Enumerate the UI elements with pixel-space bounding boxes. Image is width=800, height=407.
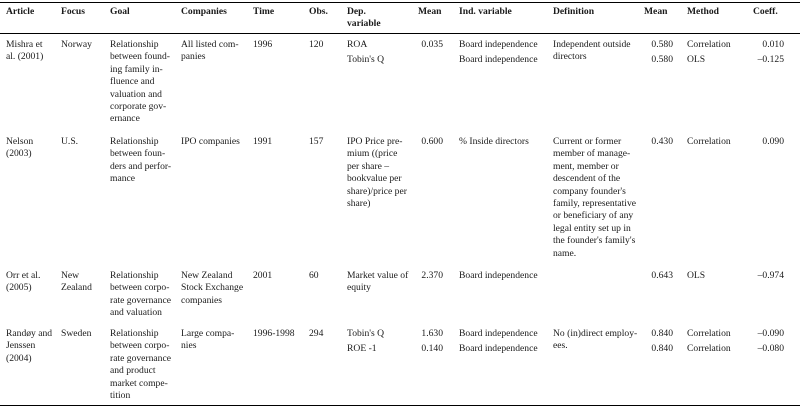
row-1-companies: panies bbox=[181, 51, 206, 63]
header-dep-variable-line-1: Dep. bbox=[347, 6, 366, 17]
header-definition: Definition bbox=[553, 6, 595, 17]
row-1-method-1: Correlation bbox=[687, 39, 731, 50]
row-4-goal: Relationship bbox=[110, 328, 159, 339]
row-2-goal: between foun- bbox=[110, 148, 166, 160]
row-3-mean2-1: 0.643 bbox=[651, 270, 673, 281]
header-ind-variable: Ind. variable bbox=[459, 6, 512, 17]
row-2-time: 1991 bbox=[253, 136, 273, 147]
row-1-coeff-2: –0.125 bbox=[757, 53, 784, 65]
row-3-goal: and valuation bbox=[110, 307, 162, 319]
row-4-article: Jenssen bbox=[6, 340, 36, 352]
row-2-definition: Current or former bbox=[553, 136, 622, 147]
row-2-definition: legal entity set up in bbox=[553, 222, 631, 234]
row-3-companies: New Zealand bbox=[181, 270, 233, 281]
row-2-ind-1: % Inside directors bbox=[459, 136, 529, 147]
row-4-companies: Large compa- bbox=[181, 328, 235, 339]
row-3-focus: Zealand bbox=[61, 282, 92, 294]
row-2-mean2-1: 0.430 bbox=[651, 136, 673, 147]
header-mean-independent: Mean bbox=[644, 6, 668, 17]
row-3-goal: rate governance bbox=[110, 294, 171, 306]
row-2-goal: ders and perfor- bbox=[110, 160, 172, 172]
row-2-mean1-1: 0.600 bbox=[421, 136, 443, 147]
table-top-rule bbox=[0, 2, 800, 3]
row-2-dep-1: IPO Price pre- bbox=[347, 136, 403, 147]
row-3-article: Orr et al. bbox=[6, 270, 41, 281]
row-4-obs: 294 bbox=[309, 328, 324, 339]
row-1-dep-2: Tobin's Q bbox=[347, 53, 385, 65]
row-1-definition: directors bbox=[553, 51, 587, 63]
row-1-mean1-1: 0.035 bbox=[421, 39, 443, 50]
row-4-mean1-1: 1.630 bbox=[421, 328, 443, 339]
header-coeff: Coeff. bbox=[753, 6, 778, 17]
row-1-goal: fluence and bbox=[110, 76, 155, 88]
row-1-ind-2: Board independence bbox=[459, 53, 538, 65]
row-3-companies: Stock Exchange bbox=[181, 282, 244, 294]
header-mean-dependent: Mean bbox=[418, 6, 442, 17]
row-4-focus: Sweden bbox=[61, 328, 92, 339]
header-focus: Focus bbox=[61, 6, 85, 17]
row-1-obs: 120 bbox=[309, 39, 324, 50]
row-2-coeff-1: 0.090 bbox=[762, 136, 784, 147]
row-1-goal: valuation and bbox=[110, 88, 162, 100]
row-4-coeff-1: –0.090 bbox=[757, 328, 784, 339]
row-1-goal: ing family in- bbox=[110, 63, 163, 75]
row-1-coeff-1: 0.010 bbox=[762, 39, 784, 50]
row-4-goal: market compe- bbox=[110, 377, 168, 389]
row-3-coeff-1: –0.974 bbox=[757, 270, 784, 281]
row-1-dep-1: ROA bbox=[347, 39, 368, 50]
header-obs: Obs. bbox=[309, 6, 328, 17]
row-4-mean1-2: 0.140 bbox=[421, 342, 443, 354]
row-4-goal: between corpo- bbox=[110, 340, 170, 352]
row-1-time: 1996 bbox=[253, 39, 273, 50]
row-1-mean2-2: 0.580 bbox=[651, 53, 673, 65]
row-1-ind-1: Board independence bbox=[459, 39, 538, 50]
row-3-dep-1: Market value of bbox=[347, 270, 409, 281]
row-1-goal: Relationship bbox=[110, 39, 159, 50]
row-4-goal: and product bbox=[110, 365, 156, 377]
row-3-focus: New bbox=[61, 270, 80, 281]
row-4-goal: tition bbox=[110, 390, 131, 401]
row-2-focus: U.S. bbox=[61, 136, 79, 147]
row-2-companies: IPO companies bbox=[181, 136, 240, 147]
row-3-goal: between corpo- bbox=[110, 282, 170, 294]
row-3-ind-1: Board independence bbox=[459, 270, 538, 281]
row-1-goal: ernance bbox=[110, 113, 140, 125]
row-4-goal: rate governance bbox=[110, 352, 171, 364]
row-1-method-2: OLS bbox=[687, 53, 706, 65]
header-dep-variable-line-2: variable bbox=[347, 18, 381, 30]
row-2-method-1: Correlation bbox=[687, 136, 731, 147]
row-4-article: (2004) bbox=[6, 352, 32, 364]
row-3-obs: 60 bbox=[309, 270, 319, 281]
row-1-definition: Independent outside bbox=[553, 39, 631, 50]
header-article: Article bbox=[6, 6, 35, 17]
row-2-dep-1: share)/price per bbox=[347, 185, 407, 197]
row-3-article: (2005) bbox=[6, 282, 32, 294]
row-2-obs: 157 bbox=[309, 136, 324, 147]
row-3-mean1-1: 2.370 bbox=[421, 270, 443, 281]
row-1-goal: corporate gov- bbox=[110, 101, 167, 112]
row-4-mean2-1: 0.840 bbox=[651, 328, 673, 339]
row-2-definition: or beneficiary of any bbox=[553, 210, 634, 222]
row-3-method-1: OLS bbox=[687, 270, 706, 281]
row-2-dep-1: mium ((price bbox=[347, 148, 398, 160]
table-bottom-rule bbox=[0, 405, 800, 406]
row-2-definition: family, representative bbox=[553, 198, 637, 209]
row-2-definition: the founder's family's bbox=[553, 235, 636, 247]
row-2-definition: name. bbox=[553, 247, 577, 259]
row-4-dep-1: Tobin's Q bbox=[347, 328, 385, 339]
row-2-definition: member of manage- bbox=[553, 148, 631, 160]
row-3-time: 2001 bbox=[253, 270, 273, 281]
row-2-goal: mance bbox=[110, 173, 136, 185]
row-4-definition: No (in)direct employ- bbox=[553, 328, 638, 339]
row-2-dep-1: bookvalue per bbox=[347, 173, 402, 185]
row-1-article: al. (2001) bbox=[6, 51, 44, 63]
row-2-article: Nelson bbox=[6, 136, 34, 147]
row-4-method-2: Correlation bbox=[687, 342, 731, 354]
row-2-definition: ment, member or bbox=[553, 160, 619, 172]
header-bottom-rule bbox=[0, 33, 800, 34]
row-2-definition: company founder's bbox=[553, 185, 626, 197]
row-1-focus: Norway bbox=[61, 39, 92, 50]
row-4-ind-1: Board independence bbox=[459, 328, 538, 339]
row-2-dep-1: share) bbox=[347, 198, 371, 209]
row-4-definition: ees. bbox=[553, 340, 568, 352]
row-2-dep-1: per share – bbox=[347, 160, 390, 172]
row-4-time: 1996-1998 bbox=[253, 328, 295, 339]
row-4-mean2-2: 0.840 bbox=[651, 342, 673, 354]
header-companies: Companies bbox=[181, 6, 227, 17]
row-3-goal: Relationship bbox=[110, 270, 159, 281]
row-2-definition: descendent of the bbox=[553, 173, 621, 185]
row-1-companies: All listed com- bbox=[181, 39, 239, 50]
row-4-coeff-2: –0.080 bbox=[757, 342, 784, 354]
header-method: Method bbox=[687, 6, 719, 17]
row-4-companies: nies bbox=[181, 340, 197, 352]
row-1-mean2-1: 0.580 bbox=[651, 39, 673, 50]
row-2-article: (2003) bbox=[6, 148, 32, 160]
row-4-article: Randøy and bbox=[6, 328, 53, 339]
row-4-dep-2: ROE -1 bbox=[347, 342, 377, 354]
row-4-ind-2: Board independence bbox=[459, 342, 538, 354]
row-1-article: Mishra et bbox=[6, 39, 43, 50]
row-4-method-1: Correlation bbox=[687, 328, 731, 339]
header-goal: Goal bbox=[110, 6, 130, 17]
header-time: Time bbox=[253, 6, 275, 17]
row-1-goal: between found- bbox=[110, 51, 170, 63]
row-3-dep-1: equity bbox=[347, 282, 371, 294]
row-3-companies: companies bbox=[181, 294, 223, 306]
row-2-goal: Relationship bbox=[110, 136, 159, 147]
